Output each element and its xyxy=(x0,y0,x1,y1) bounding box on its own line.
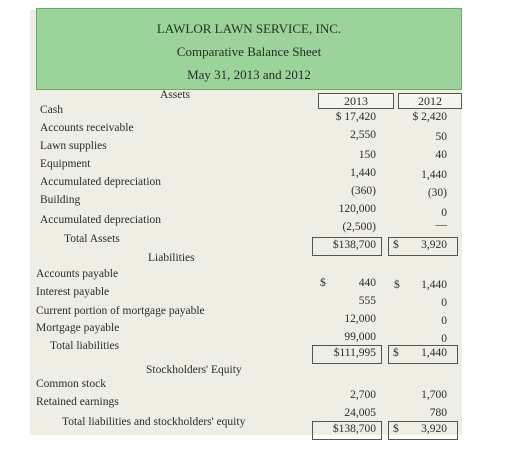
building-2012: 0 xyxy=(441,207,447,219)
accounts-payable-2012: 1,440 xyxy=(421,279,447,291)
equity-heading: Stockholders' Equity xyxy=(146,364,242,376)
lawn-supplies-2013: 150 xyxy=(358,149,376,161)
statement-date: May 31, 2013 and 2012 xyxy=(187,67,311,82)
accum-dep-equipment-2012: (30) xyxy=(427,187,447,199)
mortgage-payable-2012: 0 xyxy=(441,333,447,345)
statement-header xyxy=(36,8,462,90)
retained-earnings-2012: 780 xyxy=(429,407,447,419)
column-2013: 2013 xyxy=(318,93,394,109)
accum-dep-building-2012: — xyxy=(435,219,447,231)
total-liabilities-2012: 1,440 xyxy=(421,347,447,359)
cash-2013: $ 17,420 xyxy=(335,111,376,123)
total-assets-2012-sign: $ xyxy=(393,239,399,251)
row-label-accum-dep-building: Accumulated depreciation xyxy=(40,214,162,226)
current-mortgage-2012: 0 xyxy=(441,315,447,327)
accounts-payable-2013: 440 xyxy=(358,277,376,289)
row-label-accounts-payable: Accounts payable xyxy=(36,268,119,280)
equipment-2013: 1,440 xyxy=(350,167,376,179)
row-label-interest-payable: Interest payable xyxy=(36,286,110,298)
total-le-2013: $138,700 xyxy=(332,423,376,435)
accounts-payable-2013-sign: $ xyxy=(320,277,326,289)
cash-2012: $ 2,420 xyxy=(412,111,447,123)
common-stock-2013: 2,700 xyxy=(350,389,376,401)
total-liabilities-label: Total liabilities xyxy=(50,340,120,352)
row-label-accounts-receivable: Accounts receivable xyxy=(40,122,134,134)
retained-earnings-2013: 24,005 xyxy=(344,407,376,419)
row-label-equipment: Equipment xyxy=(40,158,91,170)
statement-title: Comparative Balance Sheet xyxy=(176,44,322,59)
row-label-cash: Cash xyxy=(40,104,63,116)
row-label-building: Building xyxy=(40,194,81,206)
equipment-2012: 1,440 xyxy=(421,169,447,181)
row-label-retained-earnings: Retained earnings xyxy=(36,396,119,408)
accounts-receivable-2013: 2,550 xyxy=(350,129,376,141)
accum-dep-building-2013: (2,500) xyxy=(342,221,376,233)
assets-heading: Assets xyxy=(160,89,191,101)
total-le-2012-sign: $ xyxy=(393,423,399,435)
mortgage-payable-2013: 99,000 xyxy=(344,331,376,343)
row-label-common-stock: Common stock xyxy=(36,378,106,390)
current-mortgage-2013: 12,000 xyxy=(344,313,376,325)
row-label-lawn-supplies: Lawn supplies xyxy=(40,140,107,152)
total-le-label: Total liabilities and stockholders' equity xyxy=(62,416,246,428)
total-assets-2013: $138,700 xyxy=(332,239,376,251)
interest-payable-2012: 0 xyxy=(441,297,447,309)
interest-payable-2013: 555 xyxy=(358,295,376,307)
liabilities-heading: Liabilities xyxy=(148,252,195,264)
row-label-current-mortgage: Current portion of mortgage payable xyxy=(36,305,205,317)
accounts-receivable-2012: 50 xyxy=(435,131,447,143)
common-stock-2012: 1,700 xyxy=(421,389,447,401)
accounts-payable-2012-sign: $ xyxy=(394,279,400,291)
lawn-supplies-2012: 40 xyxy=(435,149,447,161)
building-2013: 120,000 xyxy=(338,203,376,215)
row-label-mortgage-payable: Mortgage payable xyxy=(36,322,120,334)
row-label-accum-dep-equipment: Accumulated depreciation xyxy=(40,176,162,188)
company-name: LAWLOR LAWN SERVICE, INC. xyxy=(156,21,342,36)
column-2012: 2012 xyxy=(398,93,462,109)
total-liabilities-2012-sign: $ xyxy=(393,347,399,359)
accum-dep-equipment-2013: (360) xyxy=(351,185,376,197)
total-assets-label: Total Assets xyxy=(64,233,120,245)
total-assets-2012: 3,920 xyxy=(421,239,447,251)
total-liabilities-2013: $111,995 xyxy=(333,347,376,359)
total-le-2012: 3,920 xyxy=(421,423,447,435)
